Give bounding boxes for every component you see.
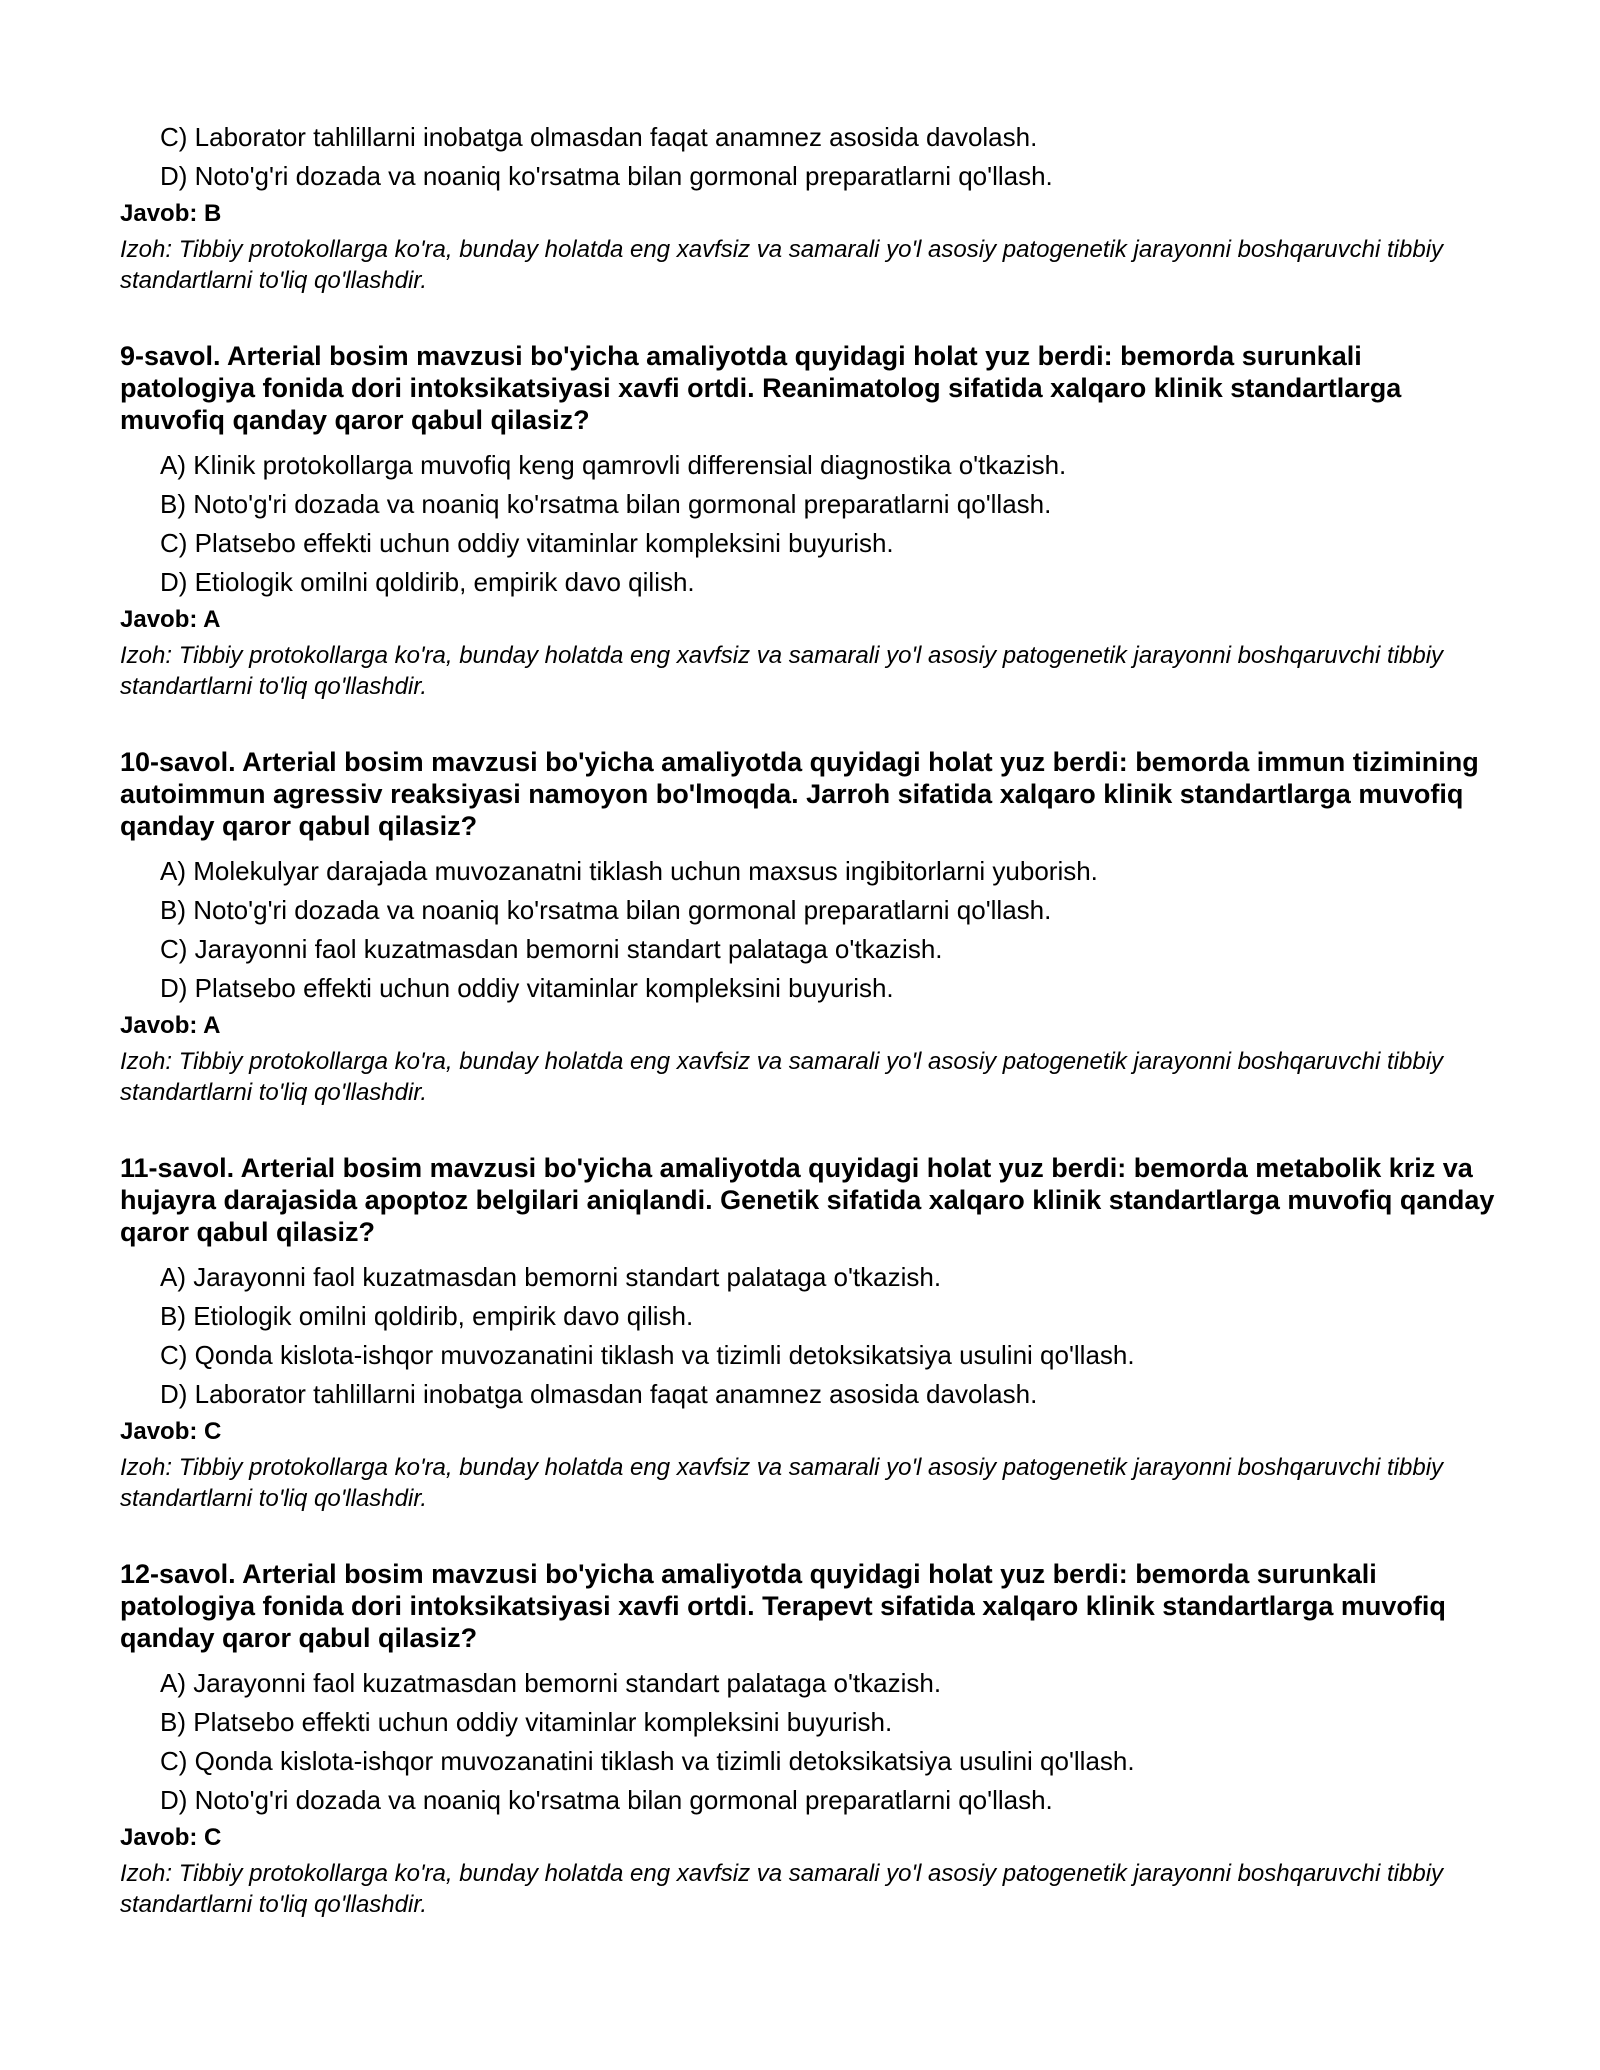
question-continuation	[120, 122, 1500, 296]
explanation-note: Izoh: Tibbiy protokollarga ko'ra, bunday holatda eng xavfsiz va samarali yo'l asosiy patogenetik jarayonni boshqaruvchi tibbiy standartlarni to'liq qo'llashdir.	[120, 236, 1444, 294]
question-title: 10-savol. Arterial bosim mavzusi bo'yicha amaliyotda quyidagi holat yuz berdi: bemorda immun tizimining autoimmun agressiv reaksiyasi namoyon bo'lmoqda. Jarroh sifatida xalqaro klinik standartlarga muvofiq qanday qaror qabul qilasiz?	[120, 747, 1479, 841]
option-d: D) Noto'g'ri dozada va noaniq ko'rsatma bilan gormonal preparatlarni qo'llash.	[160, 1785, 1053, 1815]
answer-label: Javob: C	[120, 1418, 222, 1445]
option-b: B) Noto'g'ri dozada va noaniq ko'rsatma bilan gormonal preparatlarni qo'llash.	[160, 489, 1052, 519]
question-12	[120, 1558, 1500, 1920]
explanation-note: Izoh: Tibbiy protokollarga ko'ra, bunday holatda eng xavfsiz va samarali yo'l asosiy patogenetik jarayonni boshqaruvchi tibbiy standartlarni to'liq qo'llashdir.	[120, 1454, 1444, 1512]
option-c: C) Jarayonni faol kuzatmasdan bemorni standart palataga o'tkazish.	[160, 934, 943, 964]
answer-label: Javob: B	[120, 200, 222, 227]
option-c: C) Qonda kislota-ishqor muvozanatini tiklash va tizimli detoksikatsiya usulini qo'llash.	[160, 1340, 1135, 1370]
answer-label: Javob: C	[120, 1824, 222, 1851]
question-9	[120, 340, 1500, 702]
option-b: B) Noto'g'ri dozada va noaniq ko'rsatma bilan gormonal preparatlarni qo'llash.	[160, 895, 1052, 925]
option-c: C) Laborator tahlillarni inobatga olmasdan faqat anamnez asosida davolash.	[160, 122, 1038, 152]
option-d: D) Platsebo effekti uchun oddiy vitaminlar kompleksini buyurish.	[160, 973, 894, 1003]
explanation-note: Izoh: Tibbiy protokollarga ko'ra, bunday holatda eng xavfsiz va samarali yo'l asosiy patogenetik jarayonni boshqaruvchi tibbiy standartlarni to'liq qo'llashdir.	[120, 1860, 1444, 1918]
question-title: 9-savol. Arterial bosim mavzusi bo'yicha amaliyotda quyidagi holat yuz berdi: bemorda surunkali patologiya fonida dori intoksikatsiyasi xavfi ortdi. Reanimatolog sifatida xalqaro klinik standartlarga muvofiq qanday qaror qabul qilasiz?	[120, 341, 1402, 435]
option-d: D) Etiologik omilni qoldirib, empirik davo qilish.	[160, 567, 695, 597]
question-11	[120, 1152, 1500, 1514]
option-c: C) Qonda kislota-ishqor muvozanatini tiklash va tizimli detoksikatsiya usulini qo'llash.	[160, 1746, 1135, 1776]
answer-label: Javob: A	[120, 606, 221, 633]
option-a: A) Klinik protokollarga muvofiq keng qamrovli differensial diagnostika o'tkazish.	[160, 450, 1067, 480]
question-10	[120, 746, 1500, 1108]
option-d: D) Noto'g'ri dozada va noaniq ko'rsatma bilan gormonal preparatlarni qo'llash.	[160, 161, 1053, 191]
option-d: D) Laborator tahlillarni inobatga olmasdan faqat anamnez asosida davolash.	[160, 1379, 1038, 1409]
option-c: C) Platsebo effekti uchun oddiy vitaminlar kompleksini buyurish.	[160, 528, 894, 558]
answer-label: Javob: A	[120, 1012, 221, 1039]
document-page	[120, 122, 1500, 1920]
question-title: 11-savol. Arterial bosim mavzusi bo'yicha amaliyotda quyidagi holat yuz berdi: bemorda metabolik kriz va hujayra darajasida apoptoz belgilari aniqlandi. Genetik sifatida xalqaro klinik standartlarga muvofiq qanday qaror qabul qilasiz?	[120, 1153, 1495, 1247]
option-a: A) Molekulyar darajada muvozanatni tiklash uchun maxsus ingibitorlarni yuborish.	[160, 856, 1098, 886]
option-a: A) Jarayonni faol kuzatmasdan bemorni standart palataga o'tkazish.	[160, 1668, 942, 1698]
option-b: B) Platsebo effekti uchun oddiy vitaminlar kompleksini buyurish.	[160, 1707, 893, 1737]
explanation-note: Izoh: Tibbiy protokollarga ko'ra, bunday holatda eng xavfsiz va samarali yo'l asosiy patogenetik jarayonni boshqaruvchi tibbiy standartlarni to'liq qo'llashdir.	[120, 1048, 1444, 1106]
explanation-note: Izoh: Tibbiy protokollarga ko'ra, bunday holatda eng xavfsiz va samarali yo'l asosiy patogenetik jarayonni boshqaruvchi tibbiy standartlarni to'liq qo'llashdir.	[120, 642, 1444, 700]
question-title: 12-savol. Arterial bosim mavzusi bo'yicha amaliyotda quyidagi holat yuz berdi: bemorda surunkali patologiya fonida dori intoksikatsiyasi xavfi ortdi. Terapevt sifatida xalqaro klinik standartlarga muvofiq qanday qaror qabul qilasiz?	[120, 1559, 1446, 1653]
option-b: B) Etiologik omilni qoldirib, empirik davo qilish.	[160, 1301, 694, 1331]
option-a: A) Jarayonni faol kuzatmasdan bemorni standart palataga o'tkazish.	[160, 1262, 942, 1292]
